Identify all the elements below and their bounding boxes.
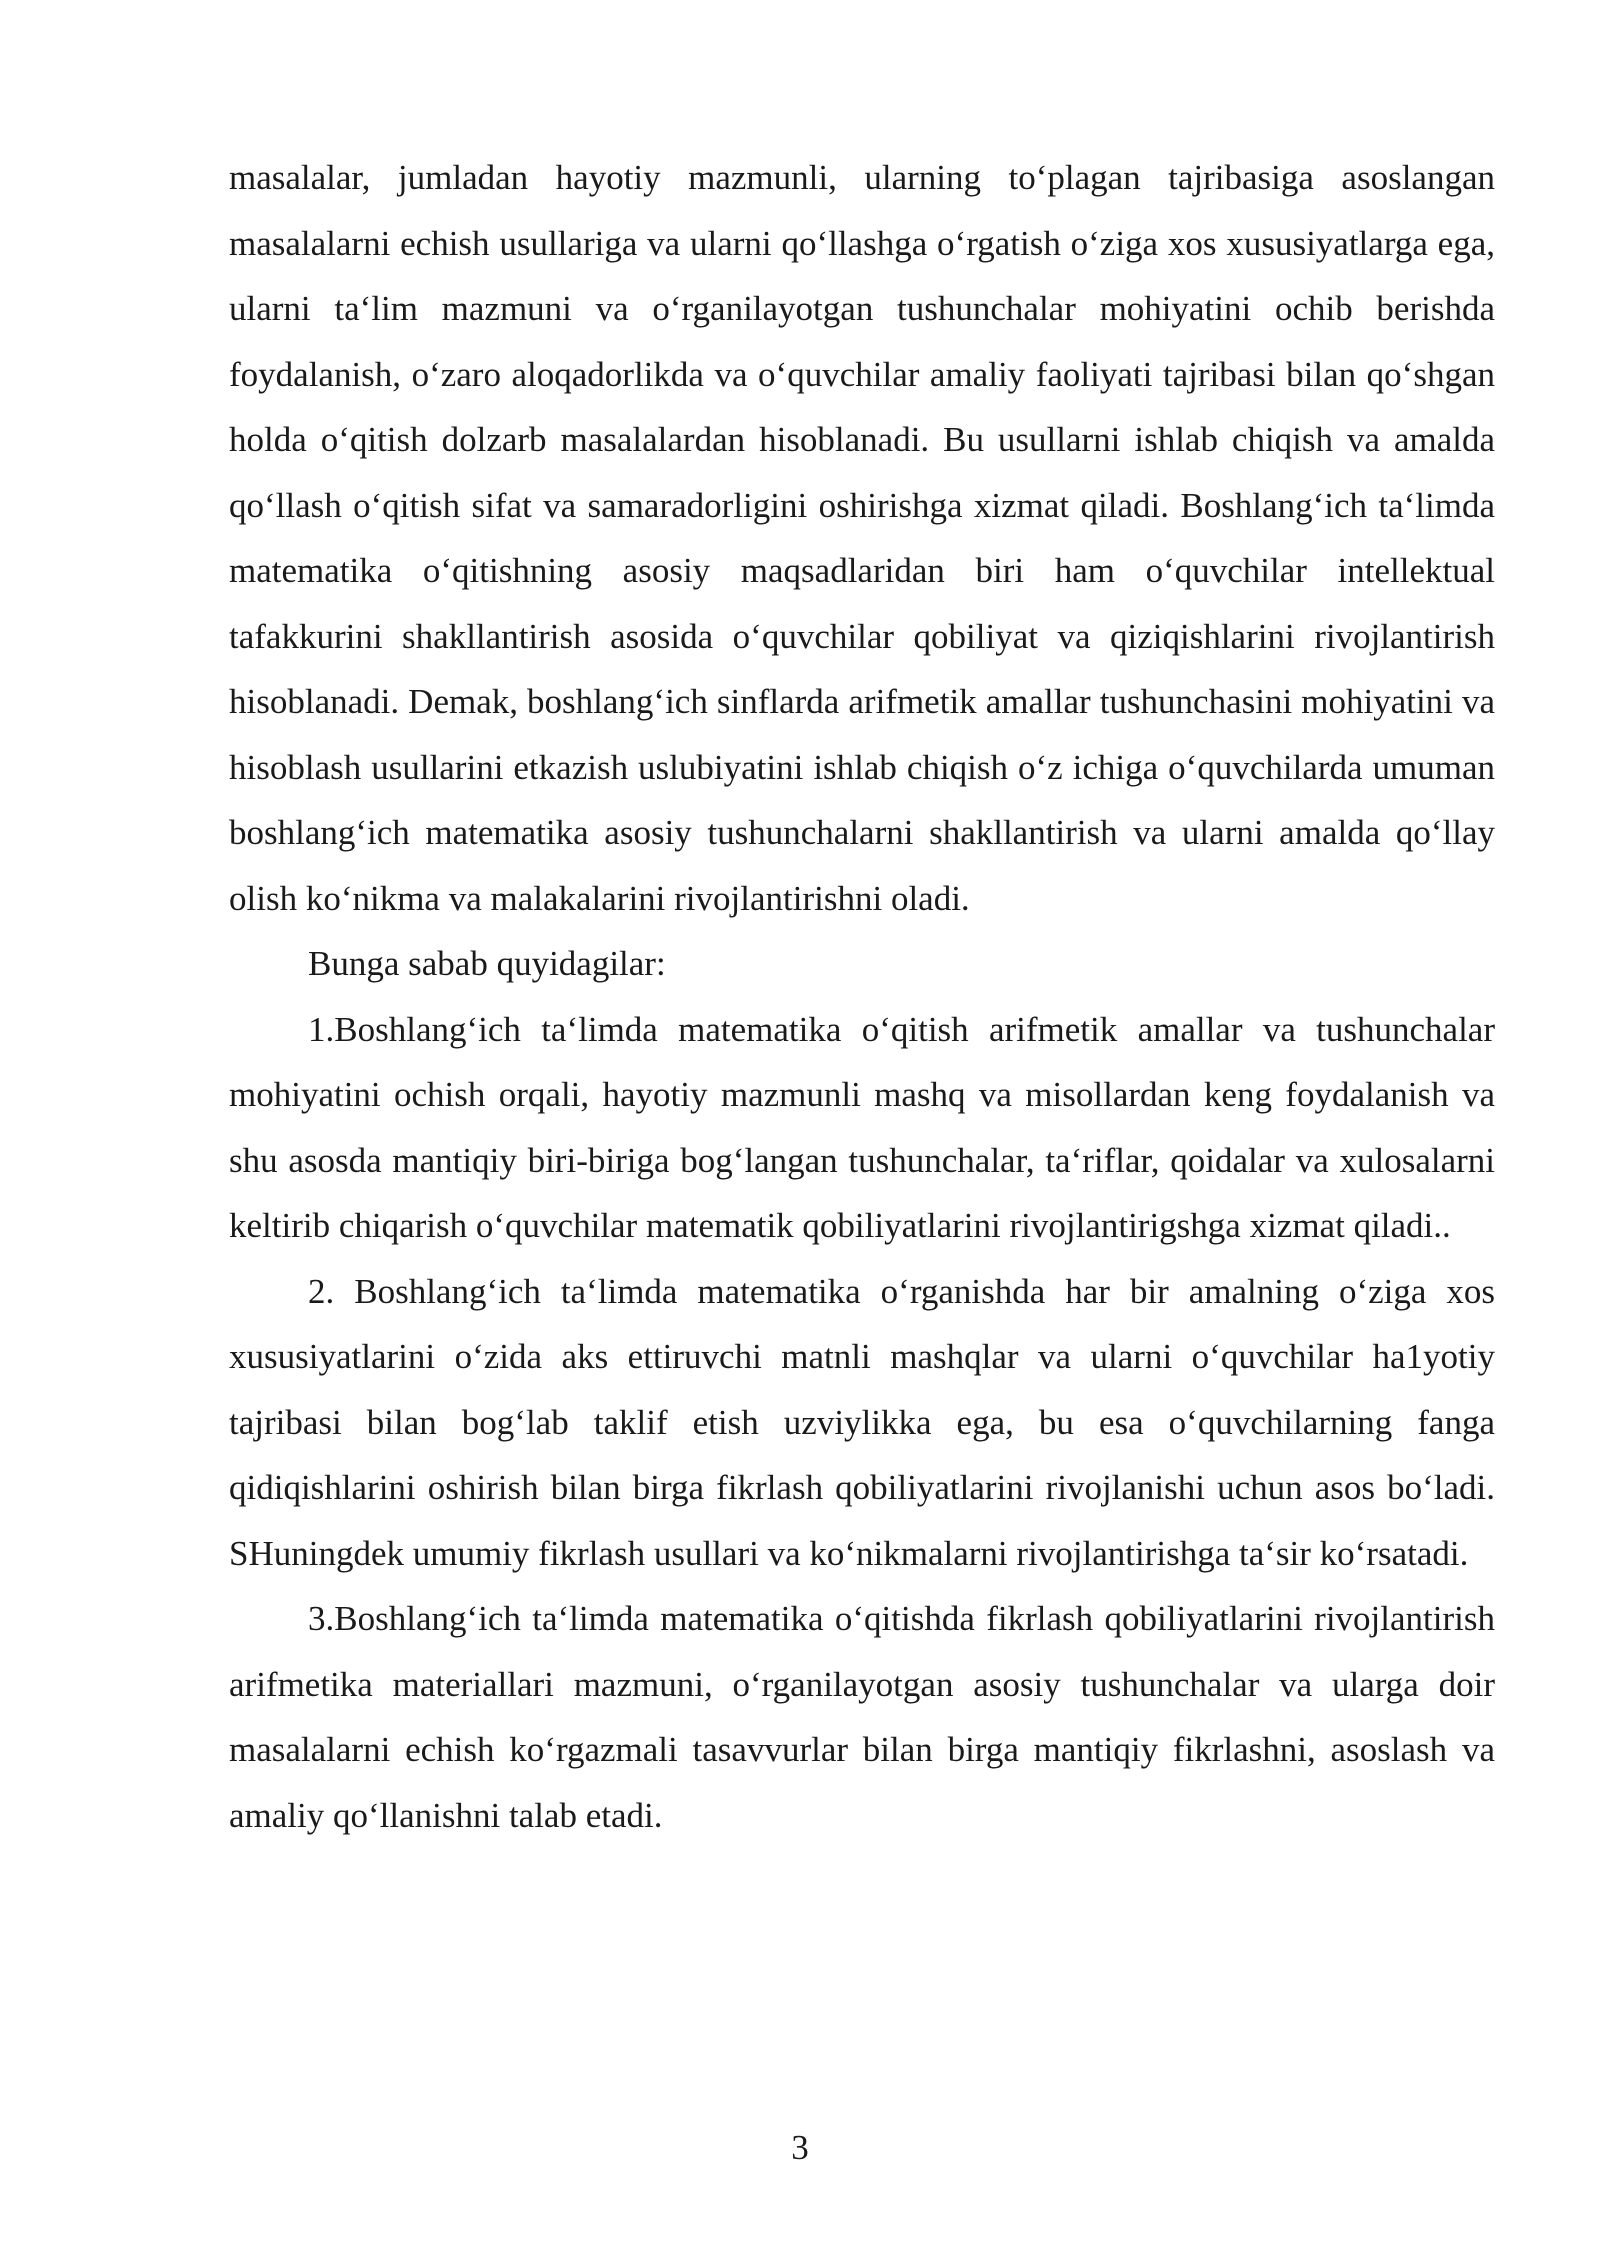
paragraph-point-1: 1.Boshlang‘ich ta‘limda matematika o‘qitish arifmetik amallar va tushunchalar mohiyatini ochish orqali, hayotiy mazmunli mashq va misollardan keng foydalanish va shu asosda mantiqiy biri-biriga bog‘langan tushunchalar, ta‘riflar, qoidalar va xulosalarni keltirib chiqarish o‘quvchilar matematik qobiliyatlarini rivojlantirigshga xizmat qiladi.. bbox=[229, 1009, 1495, 1245]
paragraph-continuation: masalalar, jumladan hayotiy mazmunli, ularning to‘plagan tajribasiga asoslangan masalalarni echish usullariga va ularni qo‘llashga o‘rgatish o‘ziga xos xususiyatlarga ega, ularni ta‘lim mazmuni va o‘rganilayotgan tushunchalar mohiyatini ochib berishda foydalanish, o‘zaro aloqadorlikda va o‘quvchilar amaliy faoliyati tajribasi bilan qo‘shgan holda o‘qitish dolzarb masalalardan hisoblanadi. Bu usullarni ishlab chiqish va amalda qo‘llash o‘qitish sifat va samaradorligini oshirishga xizmat qiladi. Boshlang‘ich ta‘limda matematika o‘qitishning asosiy maqsadlaridan biri ham o‘quvchilar intellektual tafakkurini shakllantirish asosida o‘quvchilar qobiliyat va qiziqishlarini rivojlantirish hisoblanadi. Demak, boshlang‘ich sinflarda arifmetik amallar tushunchasini mohiyatini va hisoblash usullarini etkazish uslubiyatini ishlab chiqish o‘z ichiga o‘quvchilarda umuman boshlang‘ich matematika asosiy tushunchalarni shakllantirish va ularni amalda qo‘llay olish ko‘nikma va malakalarini rivojlantirishni oladi. bbox=[229, 158, 1495, 918]
paragraph-point-3: 3.Boshlang‘ich ta‘limda matematika o‘qitishda fikrlash qobiliyatlarini rivojlantirish arifmetika materiallari mazmuni, o‘rganilayotgan asosiy tushunchalar va ularga doir masalalarni echish ko‘rgazmali tasavvurlar bilan birga mantiqiy fikrlashni, asoslash va amaliy qo‘llanishni talab etadi. bbox=[229, 1599, 1495, 1835]
page-number: 3 bbox=[791, 2128, 809, 2167]
document-body bbox=[229, 145, 1495, 1848]
paragraph-intro: Bunga sabab quyidagilar: bbox=[308, 944, 666, 983]
paragraph-point-2: 2. Boshlang‘ich ta‘limda matematika o‘rganishda har bir amalning o‘ziga xos xususiyatlarini o‘zida aks ettiruvchi matnli mashqlar va ularni o‘quvchilar ha1yotiy tajribasi bilan bog‘lab taklif etish uzviylikka ega, bu esa o‘quvchilarning fanga qidiqishlarini oshirish bilan birga fikrlash qobiliyatlarini rivojlanishi uchun asos bo‘ladi. SHuningdek umumiy fikrlash usullari va ko‘nikmalarni rivojlantirishga ta‘sir ko‘rsatadi. bbox=[229, 1271, 1495, 1573]
